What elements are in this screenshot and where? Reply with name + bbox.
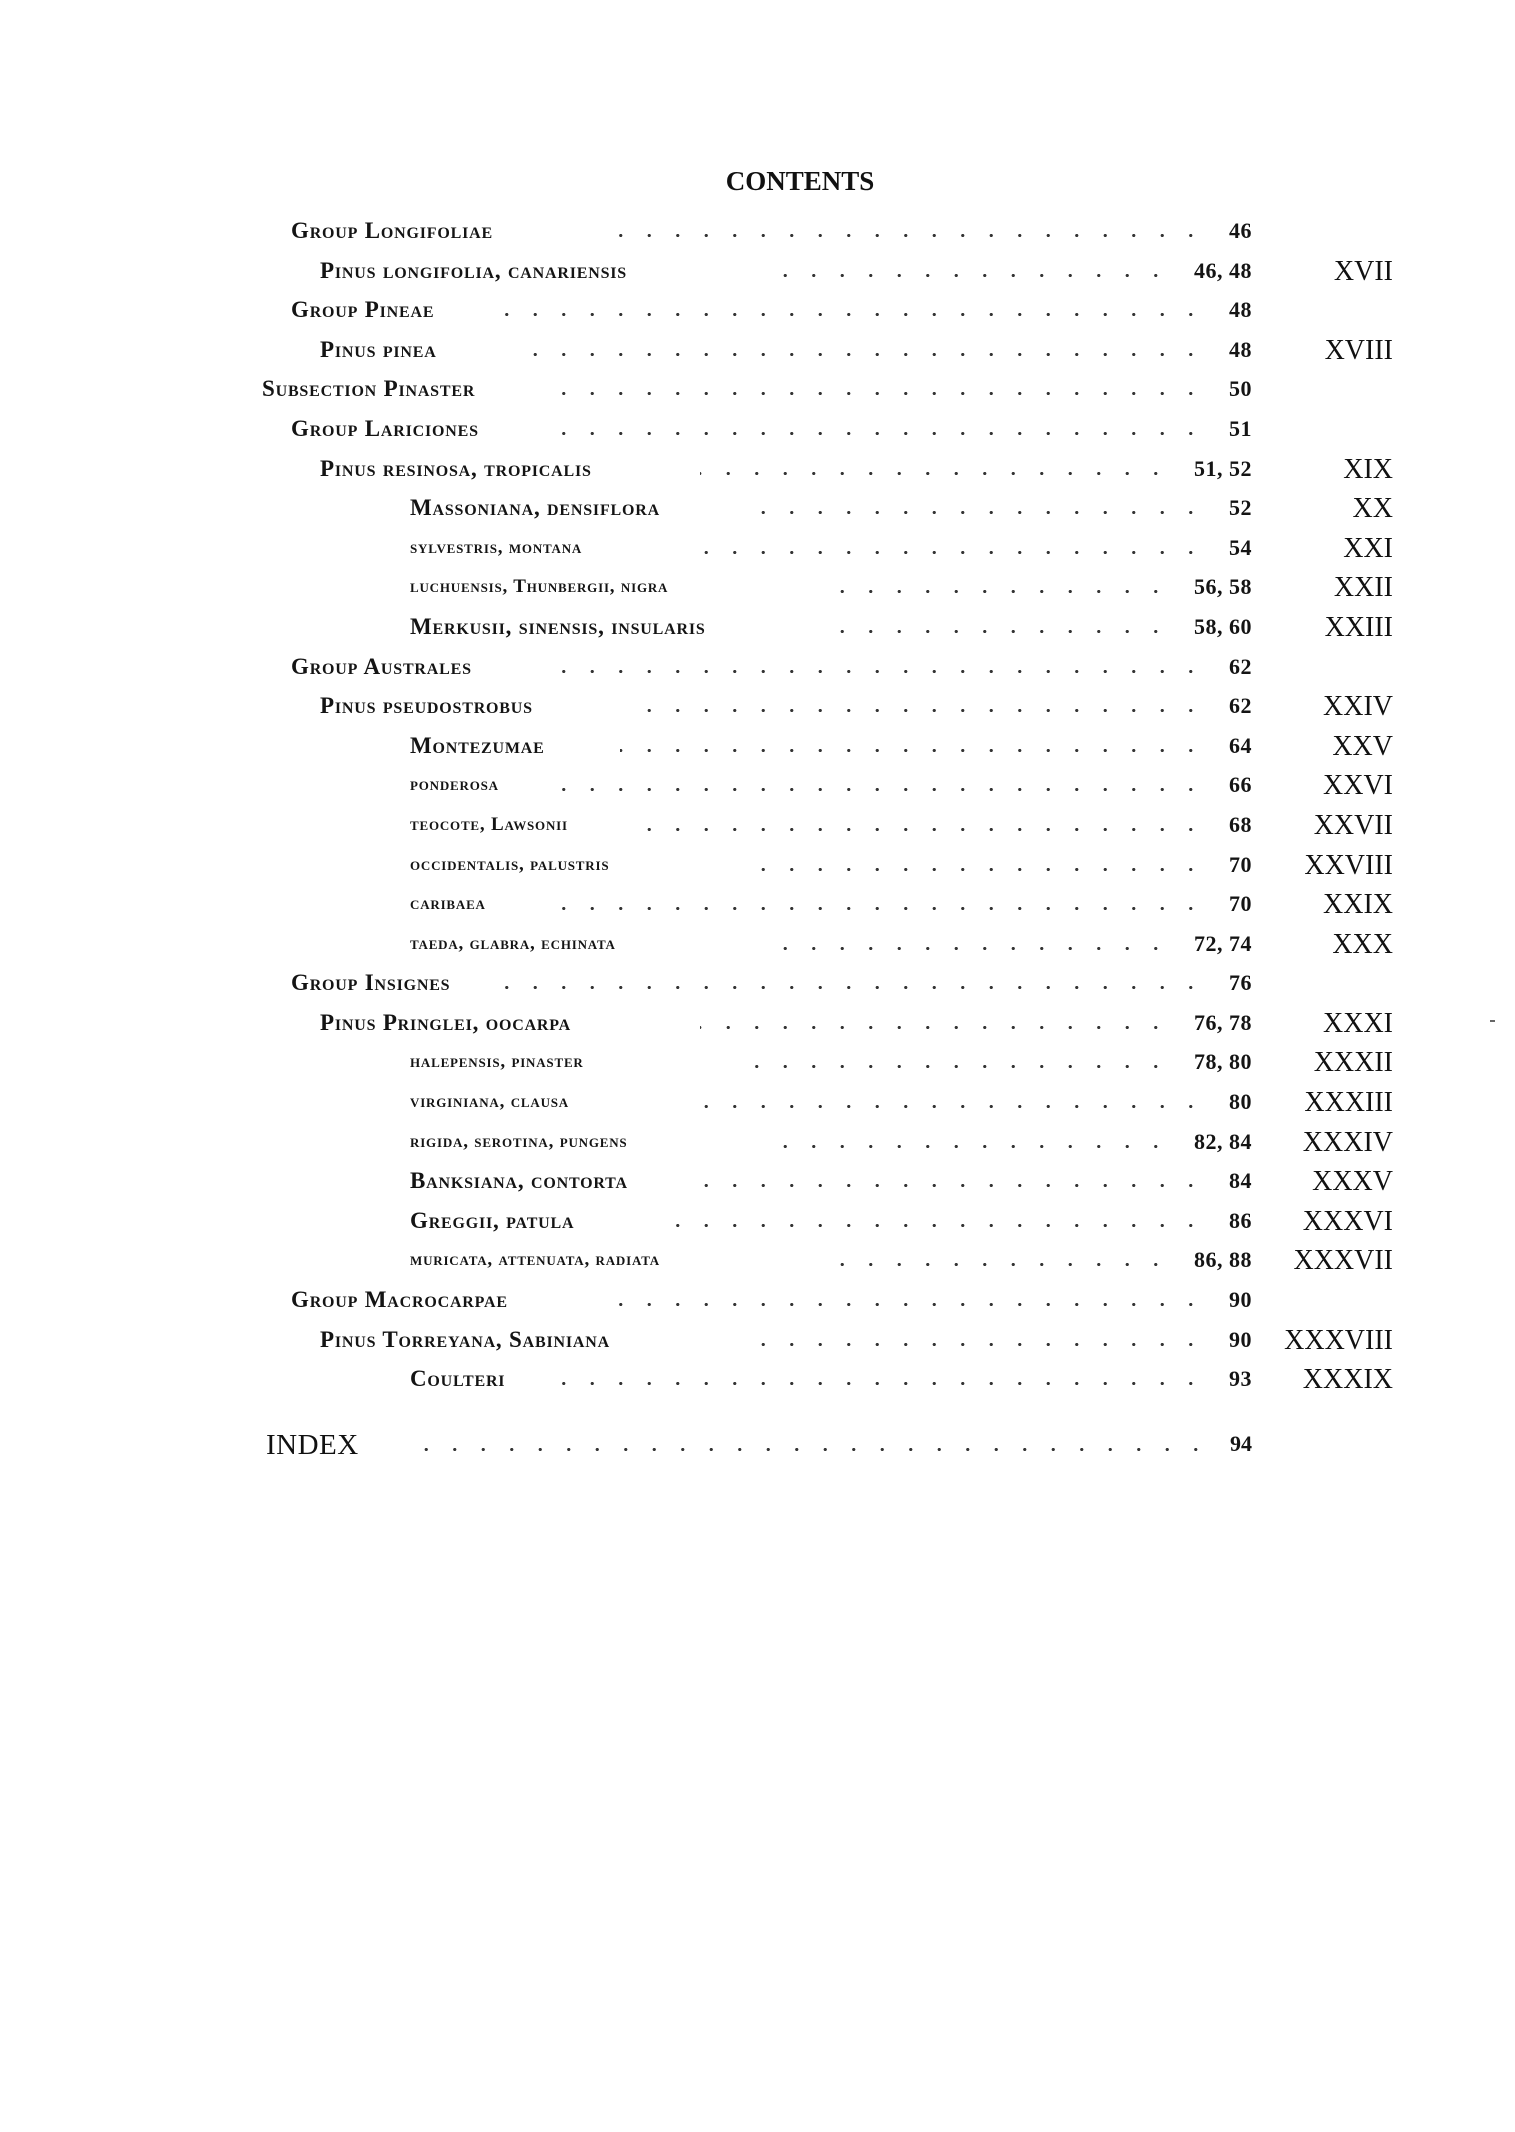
toc-page-number: 66: [1229, 772, 1252, 798]
dot-leader: [700, 1105, 1205, 1108]
toc-plate-number: XXIX: [1323, 889, 1393, 921]
toc-entry-label: Coulteri: [410, 1366, 506, 1392]
toc-plate-number: XXVII: [1313, 809, 1393, 841]
page-title: CONTENTS: [725, 166, 875, 196]
dot-leader: [700, 551, 1205, 554]
dot-leader: [410, 1448, 1210, 1451]
index-label: INDEX: [266, 1429, 359, 1461]
toc-plate-number: XXXVIII: [1284, 1324, 1393, 1356]
dot-leader: [700, 472, 1170, 475]
toc-plate-number: XXXIII: [1304, 1087, 1393, 1119]
toc-entry-label: Pinus Pringlei, oocarpa: [320, 1009, 572, 1035]
toc-entry-label: sylvestris, montana: [410, 536, 583, 558]
toc-entry-label: Group Insignes: [291, 970, 451, 996]
toc-page-number: 50: [1229, 376, 1252, 402]
toc-entry: [0, 1239, 1515, 1279]
toc-plate-number: XXV: [1332, 730, 1393, 762]
toc-plate-number: XIX: [1343, 453, 1393, 485]
dot-leader: [760, 274, 1170, 277]
toc-entry-label: muricata, attenuata, radiata: [410, 1249, 660, 1271]
toc-entry: [0, 764, 1515, 804]
toc-entry: [0, 487, 1515, 527]
toc-entry-label: Pinus longifolia, canariensis: [320, 257, 627, 283]
toc-plate-number: XXXVII: [1293, 1245, 1393, 1277]
toc-entry-label: luchuensis, Thunbergii, nigra: [410, 576, 669, 598]
dot-leader: [760, 947, 1170, 950]
toc-entry: [0, 1121, 1515, 1161]
toc-entry: [0, 210, 1515, 250]
toc-page-number: 84: [1229, 1168, 1252, 1194]
toc-plate-number: XXXV: [1312, 1166, 1393, 1198]
toc-entry: [0, 646, 1515, 686]
toc-entry-label: Montezumae: [410, 732, 545, 758]
dot-leader: [640, 828, 1205, 831]
toc-entry-label: Massoniana, densiflora: [410, 495, 660, 521]
toc-page-number: 64: [1229, 732, 1252, 758]
toc-page-number: 51, 52: [1194, 455, 1252, 481]
toc-entry: [0, 1358, 1515, 1398]
dot-leader: [670, 1224, 1205, 1227]
toc-entry: [0, 883, 1515, 923]
toc-page-number: 58, 60: [1194, 613, 1252, 639]
toc-entry: [0, 448, 1515, 488]
toc-entry-label: Merkusii, sinensis, insularis: [410, 613, 706, 639]
dot-leader: [750, 868, 1205, 871]
dot-leader: [500, 313, 1205, 316]
toc-entry-label: taeda, glabra, echinata: [410, 932, 616, 954]
toc-page-number: 80: [1229, 1089, 1252, 1115]
toc-plate-number: XXX: [1332, 928, 1393, 960]
toc-entry: [0, 804, 1515, 844]
toc-entry: [0, 527, 1515, 567]
toc-plate-number: XXII: [1333, 572, 1393, 604]
toc-page-number: 93: [1229, 1366, 1252, 1392]
toc-entry-label: Pinus Torreyana, Sabiniana: [320, 1326, 610, 1352]
index-page-number: 94: [1230, 1431, 1252, 1456]
toc-page-number: 70: [1229, 851, 1252, 877]
index-entry: [0, 1425, 1515, 1465]
toc-page-number: 76: [1229, 970, 1252, 996]
toc-plate-number: XXIV: [1323, 691, 1393, 723]
dot-leader: [520, 353, 1205, 356]
toc-entry-label: halepensis, pinaster: [410, 1051, 584, 1073]
toc-entry-label: Group Pineae: [291, 297, 435, 323]
dot-leader: [620, 749, 1205, 752]
toc-entry: [0, 1041, 1515, 1081]
toc-page-number: 54: [1229, 534, 1252, 560]
toc-plate-number: XXXI: [1323, 1007, 1393, 1039]
dot-leader: [540, 432, 1205, 435]
scan-mark: [1490, 1020, 1495, 1022]
toc-page-number: 90: [1229, 1326, 1252, 1352]
toc-entry: [0, 1319, 1515, 1359]
toc-plate-number: XX: [1352, 493, 1393, 525]
dot-leader: [500, 986, 1205, 989]
toc-page-number: 68: [1229, 811, 1252, 837]
toc-page-number: 78, 80: [1194, 1049, 1252, 1075]
toc-entry: [0, 962, 1515, 1002]
toc-entry: [0, 1160, 1515, 1200]
toc-plate-number: XXVIII: [1304, 849, 1393, 881]
dot-leader: [560, 788, 1205, 791]
table-of-contents: [0, 210, 1515, 1398]
toc-entry-label: teocote, Lawsonii: [410, 813, 568, 835]
dot-leader: [700, 1026, 1170, 1029]
toc-page-number: 86: [1229, 1207, 1252, 1233]
dot-leader: [610, 1303, 1205, 1306]
toc-entry-label: Subsection Pinaster: [262, 376, 476, 402]
toc-entry: [0, 289, 1515, 329]
toc-entry-label: ponderosa: [410, 774, 499, 796]
toc-page-number: 48: [1229, 336, 1252, 362]
toc-entry-label: occidentalis, palustris: [410, 853, 610, 875]
dot-leader: [600, 234, 1205, 237]
toc-page-number: 82, 84: [1194, 1128, 1252, 1154]
toc-entry: [0, 606, 1515, 646]
dot-leader: [820, 630, 1170, 633]
dot-leader: [560, 907, 1205, 910]
toc-page-number: 56, 58: [1194, 574, 1252, 600]
dot-leader: [560, 1382, 1205, 1385]
toc-page-number: 46: [1229, 218, 1252, 243]
dot-leader: [820, 1263, 1170, 1266]
toc-page-number: 62: [1229, 653, 1252, 679]
dot-leader: [760, 511, 1205, 514]
toc-entry-label: virginiana, clausa: [410, 1091, 569, 1113]
toc-entry: [0, 1200, 1515, 1240]
dot-leader: [560, 392, 1205, 395]
toc-entry-label: Greggii, patula: [410, 1207, 575, 1233]
toc-plate-number: XXIII: [1324, 611, 1393, 643]
toc-entry: [0, 923, 1515, 963]
dot-leader: [730, 1065, 1170, 1068]
dot-leader: [760, 1343, 1205, 1346]
dot-leader: [540, 670, 1205, 673]
toc-plate-number: XXXII: [1313, 1047, 1393, 1079]
toc-entry-label: Group Longifoliae: [291, 218, 493, 243]
toc-entry: [0, 844, 1515, 884]
toc-page-number: 48: [1229, 297, 1252, 323]
toc-page-number: 51: [1229, 415, 1252, 441]
dot-leader: [630, 709, 1205, 712]
toc-entry: [0, 1002, 1515, 1042]
toc-entry: [0, 408, 1515, 448]
toc-plate-number: XVIII: [1324, 334, 1393, 366]
toc-entry: [0, 725, 1515, 765]
toc-entry: [0, 566, 1515, 606]
toc-entry: [0, 685, 1515, 725]
toc-plate-number: XXVI: [1323, 770, 1393, 802]
toc-entry-label: Pinus pinea: [320, 336, 437, 362]
toc-plate-number: XXXIV: [1302, 1126, 1393, 1158]
toc-entry-label: Group Macrocarpae: [291, 1287, 508, 1313]
dot-leader: [770, 1145, 1170, 1148]
toc-page-number: 72, 74: [1194, 930, 1252, 956]
toc-entry: [0, 329, 1515, 369]
toc-entry-label: Group Australes: [291, 653, 472, 679]
dot-leader: [700, 1184, 1205, 1187]
toc-plate-number: XVII: [1333, 255, 1393, 287]
toc-entry-label: Banksiana, contorta: [410, 1168, 628, 1194]
toc-plate-number: XXI: [1343, 532, 1393, 564]
toc-page-number: 86, 88: [1194, 1247, 1252, 1273]
toc-entry-label: Group Lariciones: [291, 415, 479, 441]
toc-page-number: 90: [1229, 1287, 1252, 1313]
dot-leader: [830, 590, 1170, 593]
toc-entry-label: Pinus resinosa, tropicalis: [320, 455, 592, 481]
toc-plate-number: XXXVI: [1302, 1205, 1393, 1237]
toc-entry: [0, 1279, 1515, 1319]
toc-entry-label: caribaea: [410, 893, 486, 915]
toc-entry-label: Pinus pseudostrobus: [320, 693, 533, 719]
toc-entry: [0, 368, 1515, 408]
toc-plate-number: XXXIX: [1302, 1364, 1393, 1396]
toc-page-number: 76, 78: [1194, 1009, 1252, 1035]
toc-page-number: 70: [1229, 891, 1252, 917]
toc-page-number: 46, 48: [1194, 257, 1252, 283]
toc-page-number: 52: [1229, 495, 1252, 521]
toc-entry-label: rigida, serotina, pungens: [410, 1130, 628, 1152]
toc-entry: [0, 1081, 1515, 1121]
toc-entry: [0, 250, 1515, 290]
toc-page-number: 62: [1229, 693, 1252, 719]
